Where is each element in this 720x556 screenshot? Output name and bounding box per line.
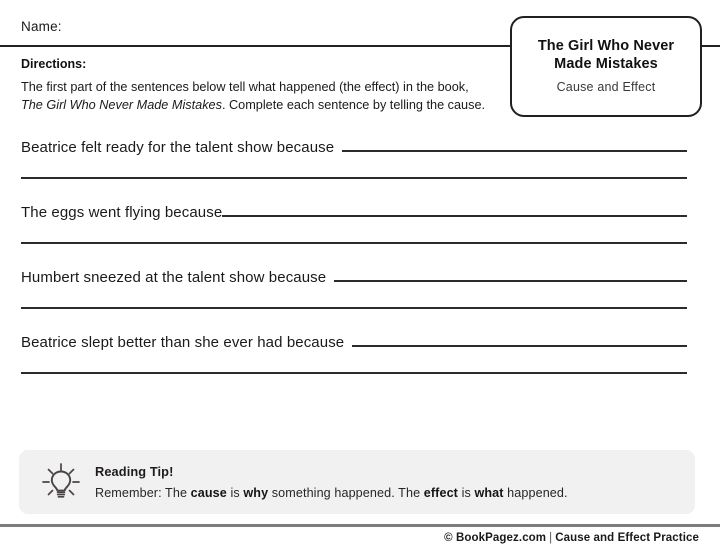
answer-blank[interactable]: [222, 201, 687, 217]
question-prompt: The eggs went flying because: [21, 204, 223, 221]
question-item: [21, 266, 687, 309]
tip-bold-cause: cause: [190, 486, 227, 500]
reading-tip-body: [95, 486, 681, 500]
tip-text-3: something happened. The: [268, 486, 424, 500]
directions-text-part1: The first part of the sentences below tell what happened (the effect) in the book,: [21, 80, 469, 94]
footer-copyright: © BookPagez.com: [444, 532, 547, 544]
directions-text-part2: . Complete each sentence by telling the cause.: [221, 98, 486, 113]
reading-tip-box: [19, 450, 695, 514]
lightbulb-icon: [33, 460, 89, 504]
question-prompt: Beatrice slept better than she ever had because: [21, 334, 345, 351]
answer-blank-continuation[interactable]: [21, 371, 687, 374]
tip-text-4: is: [457, 486, 475, 500]
answer-blank[interactable]: [334, 266, 687, 282]
tip-text-1: Remember: The: [95, 486, 191, 500]
questions-list: [21, 136, 687, 396]
directions-label: Directions:: [21, 57, 87, 71]
footer: [444, 532, 699, 544]
question-prompt-row: [21, 136, 687, 157]
question-prompt: Beatrice felt ready for the talent show because: [21, 139, 335, 156]
answer-blank-continuation[interactable]: [21, 306, 687, 309]
question-prompt: Humbert sneezed at the talent show because: [21, 269, 327, 286]
question-prompt-row: [21, 331, 687, 352]
tip-bold-why: why: [243, 486, 269, 500]
tip-bold-effect: effect: [423, 486, 458, 500]
directions-text: [21, 78, 486, 114]
question-item: [21, 136, 687, 179]
tip-text-2: is: [226, 486, 244, 500]
skill-label: Cause and Effect: [556, 80, 656, 95]
reading-tip-text-block: [89, 464, 681, 500]
question-item: [21, 201, 687, 244]
answer-blank-continuation[interactable]: [21, 176, 687, 179]
answer-blank[interactable]: [342, 136, 687, 152]
tip-bold-what: what: [474, 486, 504, 500]
question-prompt-row: [21, 201, 687, 222]
question-prompt-row: [21, 266, 687, 287]
reading-tip-title: Reading Tip!: [95, 464, 174, 479]
footer-subject: Cause and Effect Practice: [555, 532, 699, 544]
tip-text-5: happened.: [503, 486, 568, 500]
title-box: [510, 16, 702, 117]
book-title: The Girl Who Never Made Mistakes: [537, 37, 675, 72]
answer-blank[interactable]: [352, 331, 687, 347]
name-label: Name:: [21, 19, 62, 34]
footer-divider: [0, 524, 720, 527]
answer-blank-continuation[interactable]: [21, 241, 687, 244]
directions-block: [21, 57, 486, 114]
footer-separator: |: [549, 532, 553, 544]
question-item: [21, 331, 687, 374]
directions-book-title: The Girl Who Never Made Mistakes: [21, 98, 222, 113]
